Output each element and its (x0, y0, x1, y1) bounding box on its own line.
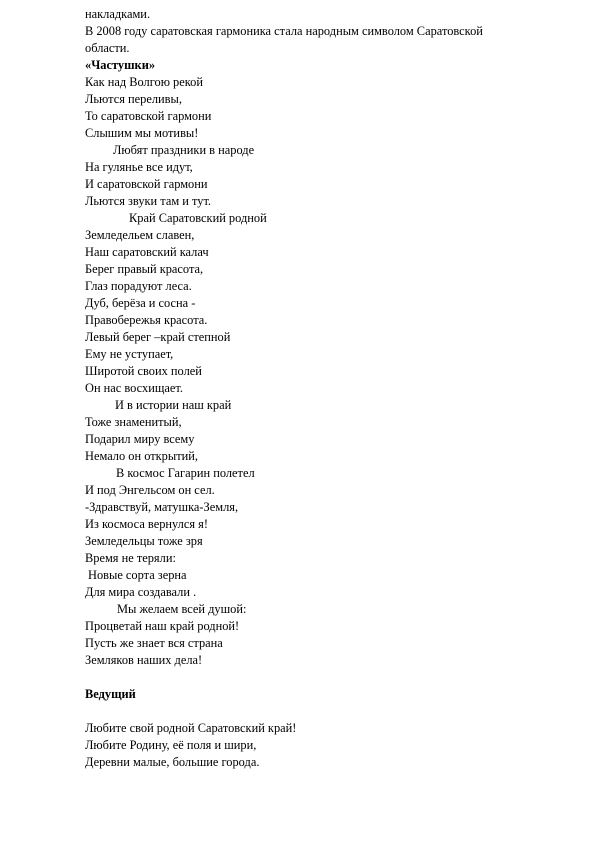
intro-line-2: В 2008 году саратовская гармоника стала народным символом Саратовской (85, 24, 483, 38)
verse-line: Правобережья красота. (85, 313, 208, 327)
chastushki-heading: «Частушки» (85, 58, 156, 72)
verse-line: Из космоса вернулся я! (85, 517, 208, 531)
verse-line: Земляков наших дела! (85, 653, 203, 667)
spacer (85, 703, 555, 720)
verse-line: Берег правый красота, (85, 262, 204, 276)
document-page (85, 6, 555, 771)
verse-line: Край Саратовский родной (129, 211, 267, 225)
verse-line: И в истории наш край (115, 398, 232, 412)
verse-line: И под Энгельсом он сел. (85, 483, 215, 497)
verse-line: Слышим мы мотивы! (85, 126, 199, 140)
verse-line: Льются звуки там и тут. (85, 194, 212, 208)
verse-line: Наш саратовский калач (85, 245, 209, 259)
host-line: Деревни малые, большие города. (85, 755, 260, 769)
verse-line: Мы желаем всей душой: (117, 602, 247, 616)
intro-line-1: накладками. (85, 7, 151, 21)
verse-line: Ему не уступает, (85, 347, 174, 361)
spacer (85, 669, 555, 686)
host-heading: Ведущий (85, 687, 136, 701)
verse-line: Левый берег –край степной (85, 330, 231, 344)
verse-line: Для мира создавали . (85, 585, 197, 599)
verse-line: Процветай наш край родной! (85, 619, 240, 633)
host-line: Любите свой родной Саратовский край! (85, 721, 297, 735)
verse-line: В космос Гагарин полетел (116, 466, 255, 480)
verse-line: -Здравствуй, матушка-Земля, (85, 500, 239, 514)
verse-line: На гулянье все идут, (85, 160, 193, 174)
verse-line: Он нас восхищает. (85, 381, 183, 395)
verse-line: Любят праздники в народе (113, 143, 255, 157)
verse-line: Немало он открытий, (85, 449, 198, 463)
host-line: Любите Родину, её поля и шири, (85, 738, 257, 752)
verse-line: Как над Волгою рекой (85, 75, 203, 89)
verse-line: Новые сорта зерна (88, 568, 187, 582)
verse-line: Дуб, берёза и сосна - (85, 296, 196, 310)
verse-line: Широтой своих полей (85, 364, 202, 378)
verse-line: Глаз порадуют леса. (85, 279, 192, 293)
verse-line: Подарил миру всему (85, 432, 195, 446)
verse-line: Тоже знаменитый, (85, 415, 182, 429)
verse-line: Льются переливы, (85, 92, 182, 106)
verse-line: То саратовской гармони (85, 109, 212, 123)
verse-line: Время не теряли: (85, 551, 176, 565)
intro-line-3: области. (85, 41, 130, 55)
verse-line: Земледельем славен, (85, 228, 195, 242)
verse-line: Пусть же знает вся страна (85, 636, 223, 650)
verse-line: И саратовской гармони (85, 177, 208, 191)
verse-line: Земледельцы тоже зря (85, 534, 203, 548)
